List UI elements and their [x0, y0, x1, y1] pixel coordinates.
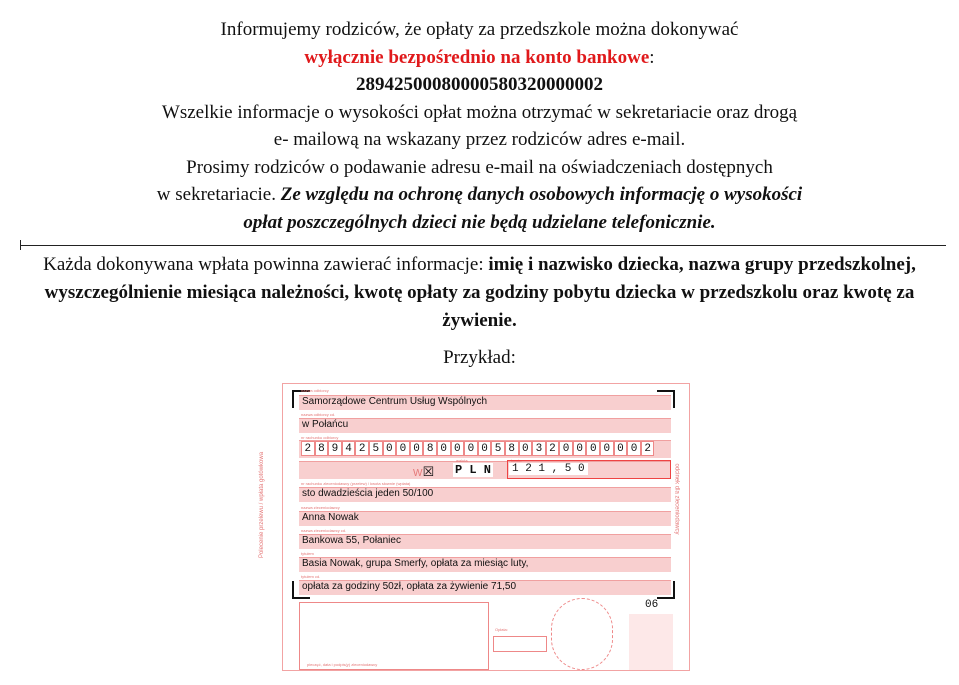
fee-label: Opłata:	[495, 627, 508, 632]
account-digit-cell: 0	[586, 441, 600, 456]
account-digit-cell: 2	[355, 441, 369, 456]
payer-name: Anna Nowak	[302, 512, 359, 523]
account-digit-cell: 2	[546, 441, 560, 456]
payment-info-requirements: imię i nazwisko dziecka, nazwa grupy przedszkolnej, wyszczególnienie miesiąca należności, kwotę opłaty za godziny pobytu dziecka w przedszkolu oraz kwotę za żywienie.	[44, 254, 916, 331]
account-digit-cell: 0	[478, 441, 492, 456]
recipient-name: Samorządowe Centrum Usług Wspólnych	[302, 396, 488, 407]
label-recipient-cont: nazwa odbiorcy cd.	[301, 412, 336, 417]
label-payer-cont: nazwa zleceniodawcy cd.	[301, 528, 347, 533]
account-digit-cell: 0	[437, 441, 451, 456]
account-digit-cell: 2	[301, 441, 315, 456]
label-title: tytułem	[301, 551, 314, 556]
account-digit-cell: 4	[342, 441, 356, 456]
notice-line-4: Wszelkie informacje o wysokości opłat można otrzymać w sekretariacie oraz drogą	[161, 101, 798, 123]
account-digit-cell: 2	[641, 441, 655, 456]
divider-tick	[20, 240, 21, 250]
form-code: 06	[645, 599, 659, 611]
label-currency: waluta	[456, 458, 468, 463]
label-amount: kwota	[511, 458, 522, 463]
account-digit-cell: 0	[559, 441, 573, 456]
account-digit-cell: 8	[315, 441, 329, 456]
label-account: nr rachunku odbiorcy	[301, 435, 339, 440]
payer-address: Bankowa 55, Połaniec	[302, 535, 401, 546]
signature-box[interactable]	[299, 602, 489, 670]
account-digit-cell: 0	[410, 441, 424, 456]
divider	[20, 245, 946, 246]
account-digit-cell: 0	[383, 441, 397, 456]
fee-box	[493, 636, 547, 652]
recipient-city: w Połańcu	[302, 419, 349, 430]
amount-words: sto dwadzieścia jeden 50/100	[302, 488, 434, 499]
account-digit-cell: 0	[451, 441, 465, 456]
transfer-form	[259, 383, 690, 671]
account-digit-cell: 5	[491, 441, 505, 456]
account-digit-cell: 9	[328, 441, 342, 456]
title-line-1: Basia Nowak, grupa Smerfy, opłata za miesiąc luty,	[302, 558, 529, 569]
account-digit-cell: 0	[396, 441, 410, 456]
notice-line-5: e- mailową na wskazany przez rodziców adres e-mail.	[273, 129, 686, 150]
notice-line-1: Informujemy rodziców, że opłaty za przedszkole można dokonywać	[220, 19, 739, 40]
example-label: Przykład:	[443, 347, 516, 368]
account-digit-cell: 8	[423, 441, 437, 456]
notice-line-6: Prosimy rodziców o podawanie adresu e-mail na oświadczeniach dostępnych	[186, 156, 773, 178]
cross-mark-icon: ☒	[422, 464, 435, 479]
notice-line-7: w sekretariacie. Ze względu na ochronę danych osobowych informację o wysokości	[156, 184, 803, 205]
account-digit-cell: 8	[505, 441, 519, 456]
account-digit-cell: 0	[519, 441, 533, 456]
payment-info-intro: Każda dokonywana wpłata powinna zawierać informacje:	[43, 254, 489, 275]
notice-block	[0, 16, 959, 236]
label-account-payer: nr rachunku zleceniodawcy (przelew) / kwota słownie (wpłata)	[301, 481, 411, 486]
account-digit-cell: 0	[464, 441, 478, 456]
account-number: 28942500080000580320000002	[356, 74, 603, 95]
account-digit-cell: 0	[600, 441, 614, 456]
recipient-city-field[interactable]	[299, 418, 671, 433]
payment-info	[0, 251, 959, 335]
side-label-right: odcinek dla zleceniodawcy	[673, 463, 680, 535]
bank-only-warning: wyłącznie bezpośrednio na konto bankowe	[304, 46, 650, 68]
account-digits[interactable]	[301, 441, 654, 456]
account-digit-cell: 0	[627, 441, 641, 456]
account-digit-cell: 0	[573, 441, 587, 456]
account-digit-cell: 5	[369, 441, 383, 456]
label-title-cont: tytułem cd.	[301, 574, 321, 579]
amount: 1 2 1 , 5 0	[509, 463, 588, 475]
account-digit-cell: 0	[614, 441, 628, 456]
stamp-circle	[551, 598, 613, 670]
account-digit-cell: 3	[532, 441, 546, 456]
label-payer: nazwa zleceniodawcy	[301, 505, 340, 510]
notice-line-8: opłat poszczególnych dzieci nie będą udzielane telefonicznie.	[243, 211, 716, 233]
signature-label: pieczęć, data i podpis(y) zleceniodawcy	[307, 662, 378, 667]
currency: P L N	[455, 463, 492, 477]
label-recipient: nazwa odbiorcy	[301, 388, 329, 393]
side-label-left: Polecenie przelewu / wpłata gotówkowa	[259, 451, 266, 559]
corner-shade	[629, 614, 673, 670]
title-line-2: opłata za godziny 50zł, opłata za żywienie 71,50	[302, 581, 517, 592]
w-mark: W☒	[413, 464, 435, 479]
notice-line-2: wyłącznie bezpośrednio na konto bankowe:	[304, 46, 655, 68]
